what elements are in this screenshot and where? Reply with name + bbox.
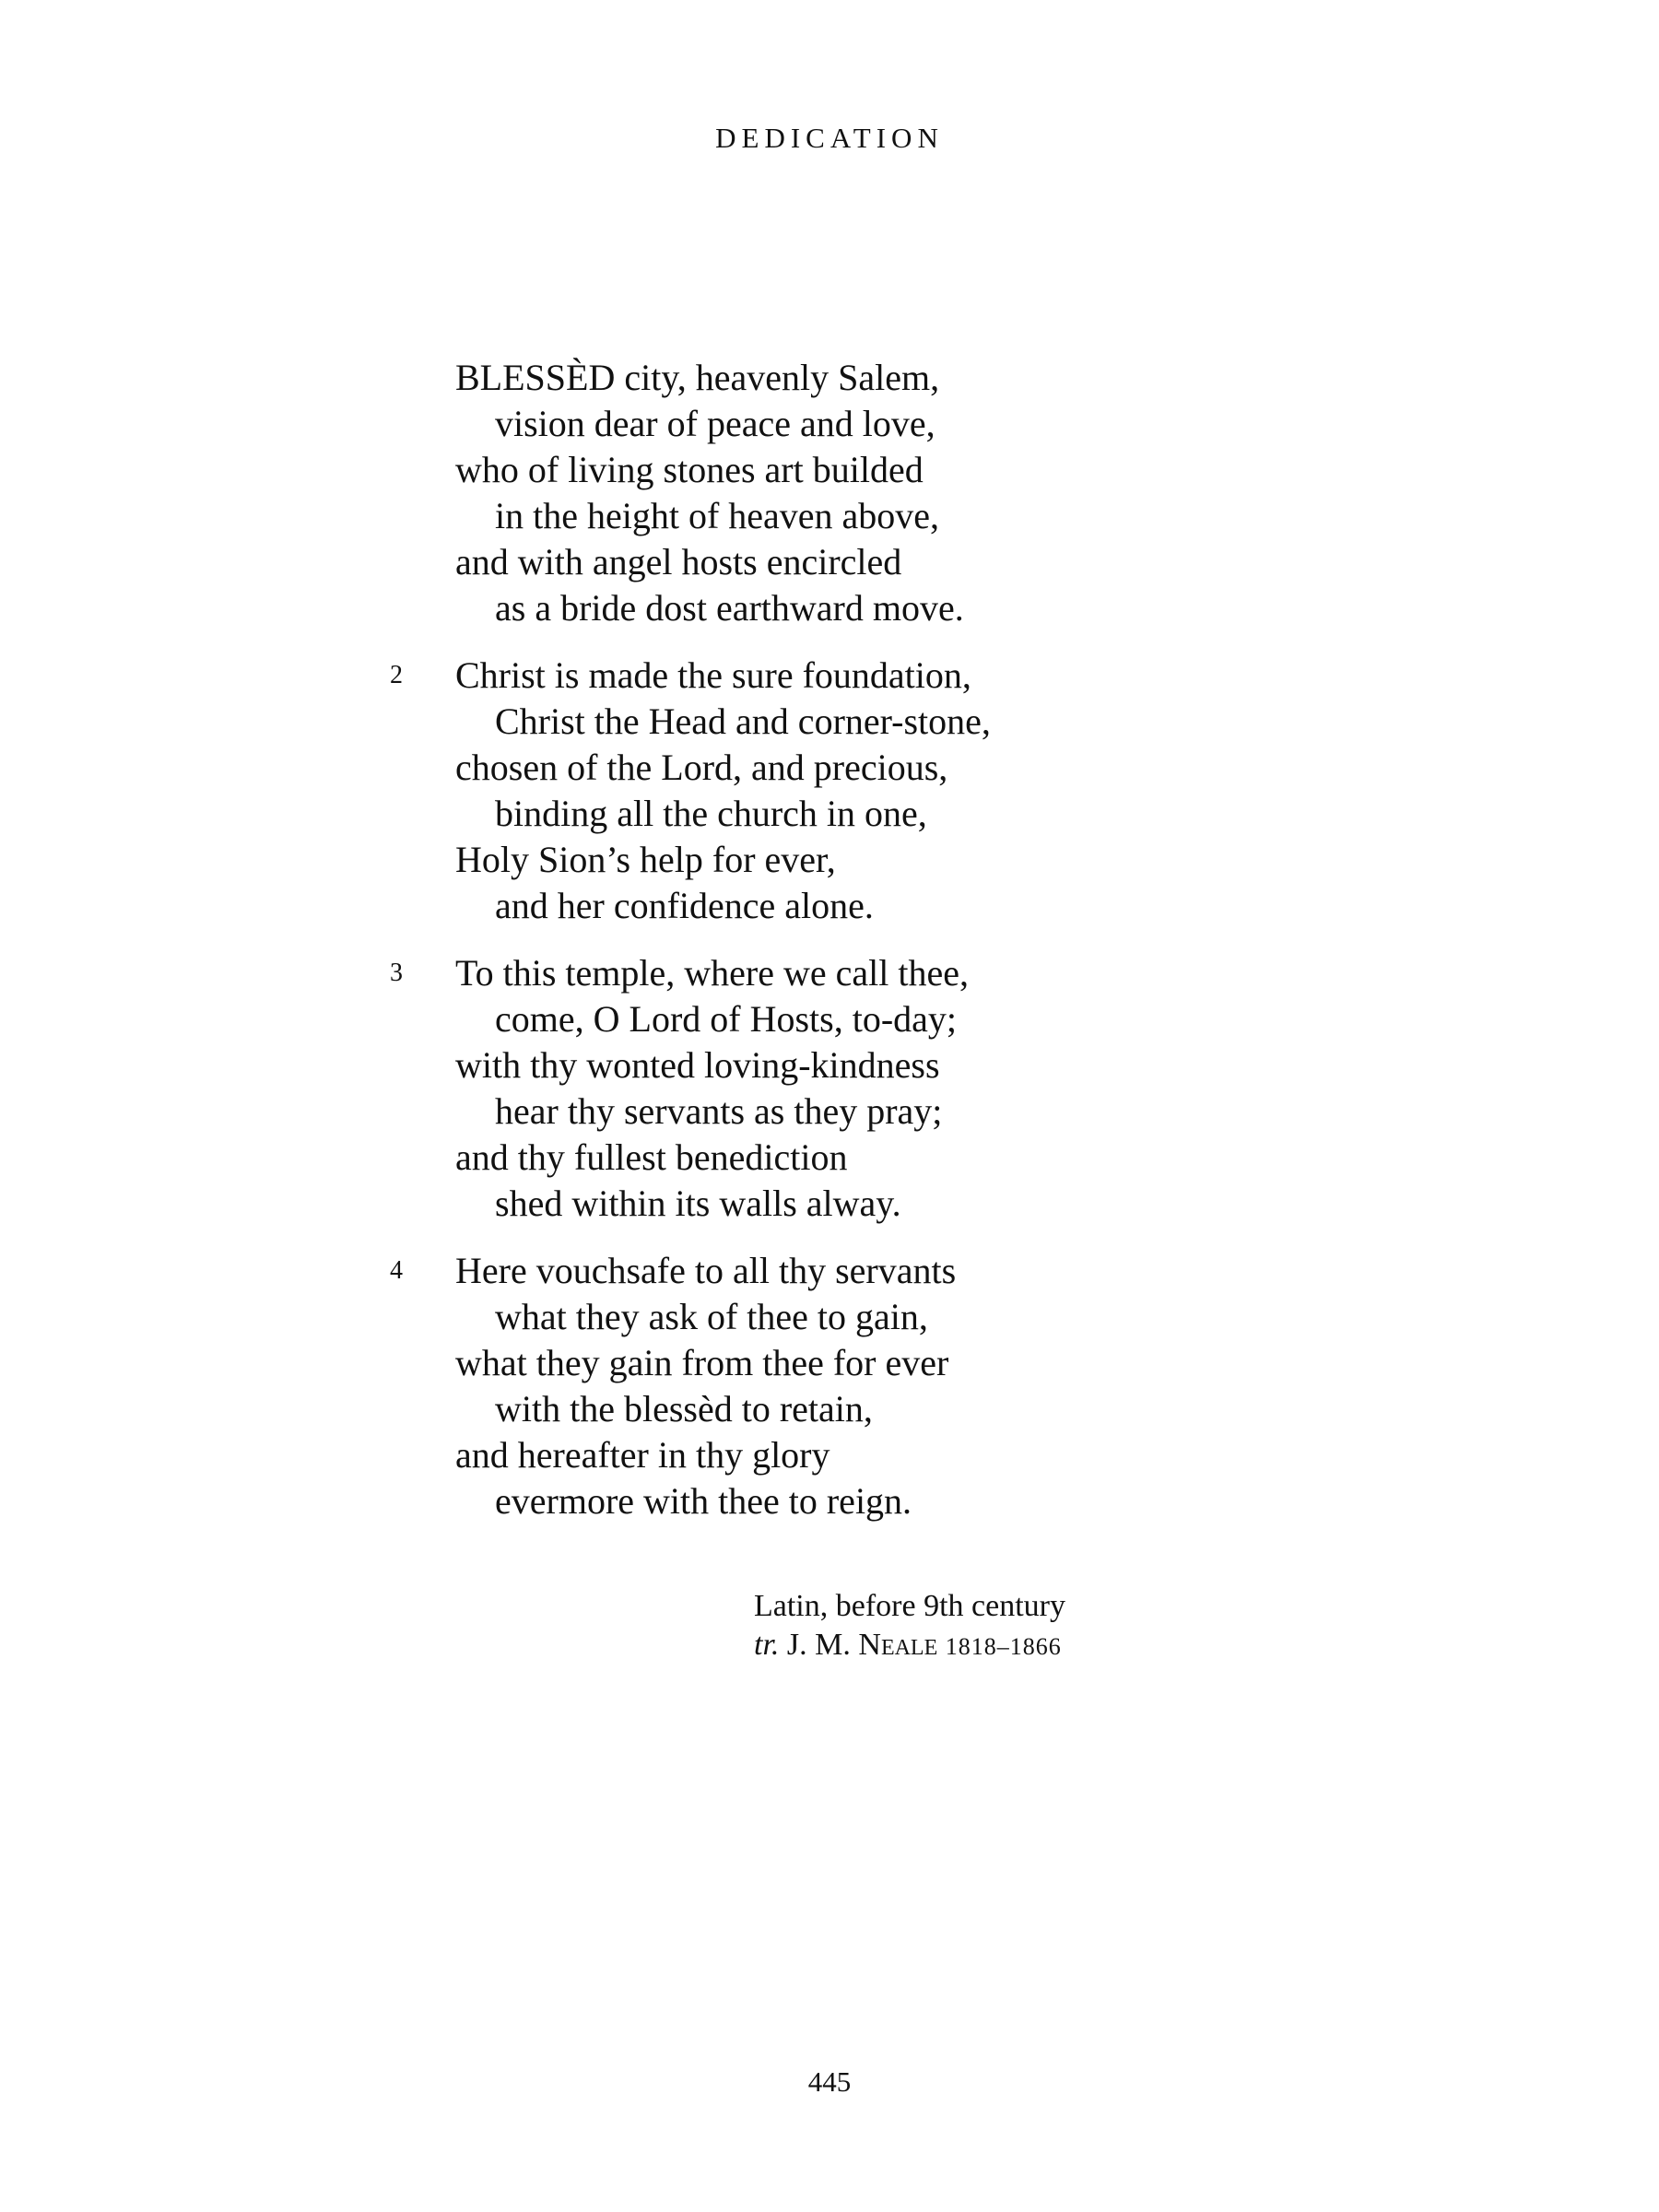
hymn-text [369,355,1382,1546]
verse-line: binding all the church in one, [495,793,927,834]
page-number: 445 [807,2065,852,2098]
verse-line: and with angel hosts encircled [455,541,902,582]
verse-line: and her confidence alone. [495,885,874,926]
verse-line: vision dear of peace and love, [495,403,935,444]
verse-number: 3 [390,959,403,987]
verse-line: Christ is made the sure foundation, [455,654,971,696]
verse-4 [369,1248,1382,1524]
verse-line: who of living stones art builded [455,449,924,490]
attribution-translator [754,1626,1065,1666]
verse-line: Holy Sion’s help for ever, [455,839,836,880]
verse-line: chosen of the Lord, and precious, [455,747,948,788]
verse-line: shed within its walls alway. [495,1182,901,1224]
verse-line: Here vouchsafe to all thy servants [455,1250,957,1291]
translator-dates: 1818–1866 [945,1633,1062,1660]
translator-name: J. M. Neale [786,1628,938,1662]
verse-line: in the height of heaven above, [495,495,940,536]
verse-line: hear thy servants as they pray; [495,1090,943,1132]
verse-line: and hereafter in thy glory [455,1434,830,1476]
verse-line: Christ the Head and corner-stone, [495,700,991,742]
verse-line: with thy wonted loving-kindness [455,1044,940,1086]
verse-1 [369,355,1382,631]
attribution-source: Latin, before 9th century [754,1589,1065,1623]
verse-line: BLESSÈD city, heavenly Salem, [455,357,940,398]
verse-number: 4 [390,1256,403,1285]
verse-line: with the blessèd to retain, [495,1388,873,1430]
verse-line: and thy fullest benediction [455,1136,848,1178]
verse-line: To this temple, where we call thee, [455,952,969,994]
translator-prefix: tr. [754,1628,780,1662]
verse-line: what they gain from thee for ever [455,1342,949,1383]
running-head: DEDICATION [715,122,944,154]
verse-line: what they ask of thee to gain, [495,1296,928,1337]
verse-3 [369,950,1382,1227]
verse-2 [369,653,1382,929]
verse-line: evermore with thee to reign. [495,1480,912,1522]
verse-number: 2 [390,661,403,689]
verse-line: come, O Lord of Hosts, to-day; [495,998,958,1040]
verse-line: as a bride dost earthward move. [495,587,964,629]
attribution [754,1587,1065,1666]
